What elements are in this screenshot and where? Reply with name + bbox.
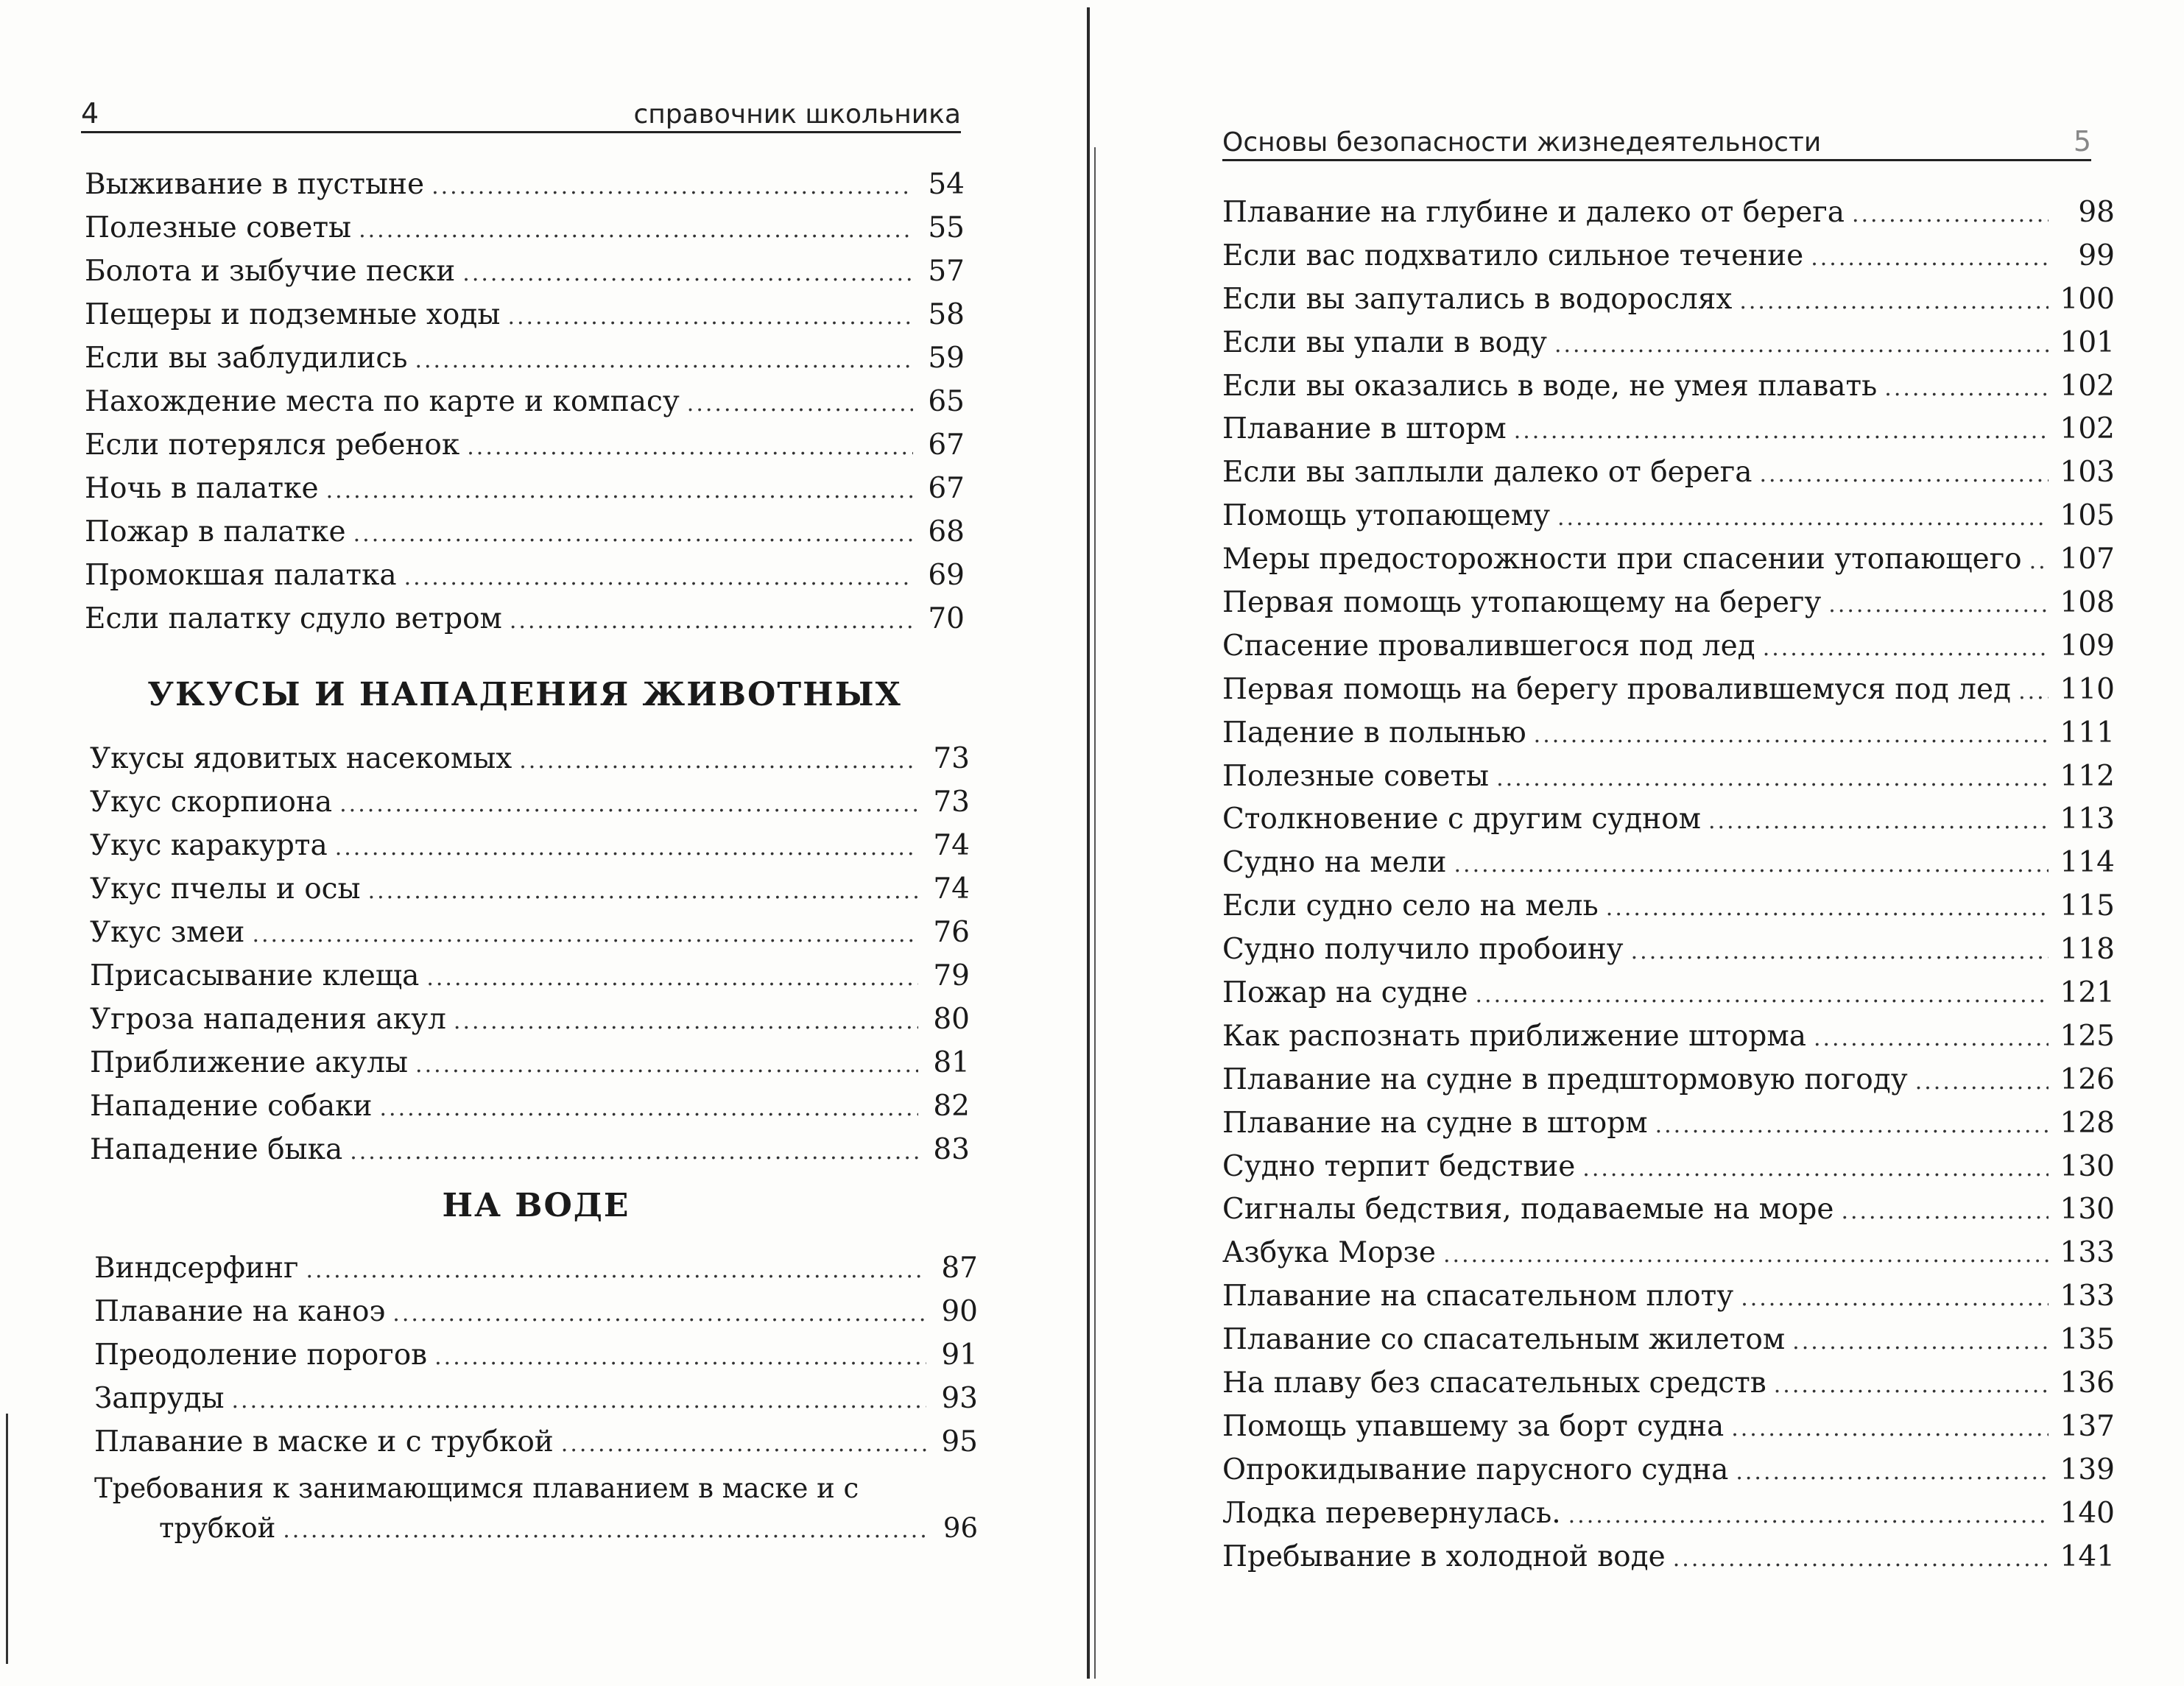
dot-leader	[415, 348, 913, 373]
toc-entry-page: 93	[941, 1382, 978, 1415]
dot-leader	[1814, 1026, 2049, 1051]
toc-entry-page: 112	[2060, 759, 2115, 793]
toc-entry[interactable]	[1222, 976, 2115, 1020]
toc-entry-title: Если вы заблудились	[85, 342, 408, 375]
toc-entry[interactable]	[85, 472, 965, 515]
toc-entry[interactable]	[94, 1338, 978, 1382]
toc-entry-page: 137	[2060, 1409, 2115, 1443]
dot-leader	[1514, 418, 2049, 444]
toc-entry[interactable]	[1222, 1366, 2115, 1410]
toc-entry[interactable]	[1222, 1020, 2115, 1063]
dot-leader	[687, 391, 913, 417]
toc-entry-page: 130	[2060, 1149, 2115, 1183]
dot-leader	[1534, 722, 2049, 748]
toc-entry-title: Столкновение с другим судном	[1222, 803, 1701, 836]
dot-leader	[1731, 1416, 2049, 1442]
toc-entry-title: Если вы запутались в водорослях	[1222, 282, 1733, 316]
toc-section-1	[85, 168, 965, 646]
toc-entry[interactable]	[85, 255, 965, 298]
dot-leader	[380, 1096, 919, 1121]
toc-entry-title: Выживание в пустыне	[85, 168, 425, 201]
toc-entry[interactable]	[85, 602, 965, 646]
toc-entry[interactable]	[1222, 1150, 2115, 1193]
left-page-number: 4	[81, 97, 99, 130]
toc-entry[interactable]	[90, 959, 970, 1003]
dot-leader	[519, 748, 918, 774]
dot-leader	[415, 1052, 918, 1078]
toc-entry-page: 91	[941, 1338, 978, 1372]
toc-entry-title: Плавание со спасательным жилетом	[1222, 1323, 1786, 1357]
dot-leader	[1792, 1329, 2049, 1355]
toc-entry-page: 126	[2060, 1062, 2115, 1096]
toc-entry-title: Ночь в палатке	[85, 472, 319, 505]
toc-entry-page: 109	[2060, 629, 2115, 663]
toc-entry[interactable]	[1222, 586, 2115, 629]
toc-entry-title: Укус змеи	[90, 916, 245, 949]
toc-entry[interactable]	[90, 742, 970, 786]
toc-entry-page: 107	[2060, 543, 2115, 576]
toc-entry[interactable]	[90, 872, 970, 916]
toc-entry-title: Болота и зыбучие пески	[85, 255, 456, 288]
dot-leader	[1759, 462, 2049, 487]
toc-entry-page: 100	[2060, 282, 2115, 316]
toc-entry-page: 76	[933, 916, 970, 949]
toc-entry-page: 73	[933, 786, 970, 819]
toc-entry[interactable]	[1222, 196, 2115, 239]
toc-entry-page: 69	[928, 559, 965, 592]
toc-entry-title: Требования к занимающимся плаванием в маске и с	[94, 1472, 859, 1504]
dot-leader	[1852, 202, 2049, 227]
dot-leader	[1811, 245, 2049, 271]
toc-entry-page: 81	[933, 1046, 970, 1079]
toc-entry-page: 54	[928, 168, 965, 201]
toc-entry-page: 128	[2060, 1106, 2115, 1140]
toc-entry[interactable]	[85, 515, 965, 559]
toc-entry[interactable]	[1222, 1236, 2115, 1280]
toc-entry-title: Падение в полынью	[1222, 716, 1526, 749]
toc-entry-title: Плавание на судне в шторм	[1222, 1106, 1648, 1140]
toc-entry-title: Если вас подхватило сильное течение	[1222, 239, 1804, 272]
toc-entry-title: Нахождение места по карте и компасу	[85, 385, 680, 418]
dot-leader	[1828, 592, 2049, 618]
toc-right-page	[1222, 196, 2115, 1584]
toc-entry-page: 140	[2060, 1496, 2115, 1530]
toc-entry-title: Приближение акулы	[90, 1046, 409, 1079]
toc-entry-page: 114	[2060, 846, 2115, 880]
toc-entry[interactable]	[85, 298, 965, 342]
toc-entry-page: 68	[928, 515, 965, 549]
dot-leader	[1841, 1199, 2049, 1224]
dot-leader	[392, 1301, 926, 1327]
toc-entry-page: 83	[933, 1133, 970, 1166]
toc-entry-title: Сигналы бедствия, подаваемые на море	[1222, 1193, 1834, 1227]
toc-entry[interactable]	[85, 342, 965, 385]
section-heading-animals: УКУСЫ И НАПАДЕНИЯ ЖИВОТНЫХ	[147, 676, 902, 713]
toc-wrapped-entry[interactable]	[94, 1472, 978, 1555]
toc-entry-page: 125	[2060, 1019, 2115, 1053]
toc-entry-page: 70	[928, 602, 965, 635]
toc-entry[interactable]	[1222, 1107, 2115, 1150]
toc-entry-page: 99	[2078, 239, 2115, 272]
dot-leader	[1557, 505, 2049, 531]
toc-entry-title: Полезные советы	[85, 211, 352, 244]
toc-entry[interactable]	[90, 1090, 970, 1133]
toc-entry-title: Если вы упали в воду	[1222, 325, 1547, 359]
toc-entry-title: Меры предосторожности при спасении утопающего	[1222, 543, 2022, 576]
toc-entry-page: 67	[928, 472, 965, 505]
toc-entry-page: 110	[2060, 672, 2115, 706]
dot-leader	[1708, 808, 2049, 834]
dot-leader	[1736, 1459, 2049, 1485]
toc-entry-title: Преодоление порогов	[94, 1338, 428, 1372]
toc-entry-title: Укус скорпиона	[90, 786, 333, 819]
toc-entry[interactable]	[1222, 1540, 2115, 1584]
toc-entry-page: 57	[928, 255, 965, 288]
toc-entry-title: Пожар на судне	[1222, 976, 1468, 1010]
toc-entry[interactable]	[1222, 803, 2115, 846]
toc-entry[interactable]	[85, 168, 965, 211]
toc-entry-title: Если вы заплыли далеко от берега	[1222, 456, 1753, 490]
toc-entry-page: 95	[941, 1425, 978, 1459]
dot-leader	[404, 565, 913, 590]
toc-entry-page: 105	[2060, 499, 2115, 533]
toc-entry-page: 90	[941, 1295, 978, 1328]
toc-entry[interactable]	[90, 916, 970, 959]
toc-entry-title: Укусы ядовитых насекомых	[90, 742, 512, 775]
toc-entry-title: Помощь утопающему	[1222, 499, 1551, 533]
toc-entry-title: Виндсерфинг	[94, 1252, 299, 1285]
dot-leader	[326, 478, 913, 504]
dot-leader	[335, 835, 918, 861]
toc-entry[interactable]	[85, 211, 965, 255]
dot-leader	[339, 791, 918, 817]
toc-entry-page: 74	[933, 872, 970, 906]
toc-entry-page: 135	[2060, 1323, 2115, 1357]
toc-entry-page: 133	[2060, 1280, 2115, 1313]
toc-entry-page: 130	[2060, 1193, 2115, 1227]
left-running-title: справочник школьника	[633, 99, 961, 130]
toc-entry-page: 65	[928, 385, 965, 418]
toc-entry-title: Пожар в палатке	[85, 515, 346, 549]
toc-entry-title-continued: трубкой	[159, 1512, 276, 1544]
toc-entry-page: 101	[2060, 325, 2115, 359]
toc-entry-title: Как распознать приближение шторма	[1222, 1019, 1806, 1053]
toc-entry[interactable]	[1222, 499, 2115, 543]
toc-entry[interactable]	[90, 1046, 970, 1090]
dot-leader	[1568, 1503, 2049, 1528]
dot-leader	[1739, 289, 2049, 314]
toc-entry[interactable]	[1222, 1323, 2115, 1366]
toc-entry-page: 115	[2060, 889, 2115, 923]
toc-entry-page: 103	[2060, 456, 2115, 490]
dot-leader	[1673, 1546, 2049, 1572]
dot-leader	[561, 1431, 926, 1457]
toc-entry-page: 118	[2060, 933, 2115, 967]
toc-entry[interactable]	[1222, 1497, 2115, 1540]
dot-leader	[359, 217, 913, 243]
toc-entry[interactable]	[1222, 456, 2115, 499]
dot-leader	[426, 965, 918, 991]
dot-leader	[434, 1344, 926, 1370]
toc-entry[interactable]	[1222, 370, 2115, 413]
toc-entry[interactable]	[94, 1382, 978, 1425]
toc-entry-page: 121	[2060, 976, 2115, 1010]
toc-entry-title: Если судно село на мель	[1222, 889, 1599, 923]
toc-entry-page: 74	[933, 829, 970, 862]
toc-entry-page: 59	[928, 342, 965, 375]
dot-leader	[306, 1258, 927, 1283]
right-running-title: Основы безопасности жизнедеятельности	[1222, 127, 1822, 158]
toc-entry-page: 102	[2060, 412, 2115, 446]
left-page	[0, 0, 1082, 1686]
toc-entry-page: 133	[2060, 1236, 2115, 1270]
dot-leader	[1655, 1112, 2049, 1138]
toc-entry-title: Плавание на каноэ	[94, 1295, 386, 1328]
toc-entry-title: Помощь упавшему за борт судна	[1222, 1409, 1725, 1443]
dot-leader	[1915, 1069, 2049, 1095]
toc-entry-page: 96	[943, 1512, 978, 1544]
dot-leader	[2018, 679, 2049, 705]
dot-leader	[462, 261, 913, 286]
toc-entry-title: Судно терпит бедствие	[1222, 1149, 1576, 1183]
dot-leader	[1741, 1285, 2049, 1311]
toc-entry[interactable]	[1222, 760, 2115, 803]
dot-leader	[1774, 1372, 2049, 1398]
toc-entry[interactable]	[1222, 1063, 2115, 1107]
right-running-head	[1222, 125, 2091, 161]
toc-entry[interactable]	[1222, 1410, 2115, 1453]
toc-entry[interactable]	[1222, 933, 2115, 976]
dot-leader	[1582, 1156, 2049, 1182]
toc-entry-page: 108	[2060, 586, 2115, 620]
toc-entry[interactable]	[1222, 1193, 2115, 1236]
toc-entry-title: Спасение провалившегося под лед	[1222, 629, 1755, 663]
toc-section-3	[94, 1252, 978, 1469]
right-page	[1090, 0, 2184, 1686]
dot-leader	[1476, 982, 2049, 1008]
toc-entry[interactable]	[90, 786, 970, 829]
toc-entry-title: Промокшая палатка	[85, 559, 397, 592]
toc-entry[interactable]	[1222, 412, 2115, 456]
dot-leader	[1631, 939, 2049, 964]
toc-entry[interactable]	[1222, 326, 2115, 370]
toc-entry-page: 80	[933, 1003, 970, 1036]
toc-entry[interactable]	[1222, 629, 2115, 673]
toc-entry-page: 139	[2060, 1453, 2115, 1486]
toc-entry[interactable]	[94, 1295, 978, 1338]
toc-entry-page: 87	[941, 1252, 978, 1285]
toc-entry[interactable]	[1222, 1280, 2115, 1323]
toc-entry-page: 113	[2060, 803, 2115, 836]
toc-entry-title: Укус каракурта	[90, 829, 328, 862]
dot-leader	[232, 1388, 926, 1414]
toc-entry-title: Укус пчелы и осы	[90, 872, 361, 906]
toc-entry-page: 55	[928, 211, 965, 244]
toc-entry-title: Плавание в маске и с трубкой	[94, 1425, 554, 1459]
toc-entry[interactable]	[90, 829, 970, 872]
toc-entry[interactable]	[1222, 889, 2115, 933]
dot-leader	[431, 174, 913, 200]
toc-entry-title: Плавание в шторм	[1222, 412, 1507, 446]
toc-entry-title: Угроза нападения акул	[90, 1003, 446, 1036]
dot-leader	[454, 1009, 918, 1034]
dot-leader	[1443, 1242, 2049, 1268]
toc-entry[interactable]	[1222, 716, 2115, 760]
toc-entry[interactable]	[85, 385, 965, 428]
toc-entry[interactable]	[1222, 673, 2115, 716]
dot-leader	[353, 521, 913, 547]
toc-entry-title: Запруды	[94, 1382, 225, 1415]
dot-leader	[368, 878, 918, 904]
toc-entry-title: Азбука Морзе	[1222, 1236, 1436, 1270]
toc-entry-page: 58	[928, 298, 965, 331]
toc-entry-title: Первая помощь на берегу провалившемуся под лед	[1222, 672, 2012, 706]
dot-leader	[1606, 895, 2049, 921]
toc-entry-title: Если потерялся ребенок	[85, 428, 460, 462]
toc-entry-title: Опрокидывание парусного судна	[1222, 1453, 1729, 1486]
toc-entry-page: 136	[2060, 1366, 2115, 1400]
toc-entry-title: Судно на мели	[1222, 846, 1447, 880]
dot-leader	[1496, 766, 2049, 791]
toc-entry[interactable]	[85, 428, 965, 472]
toc-entry[interactable]	[1222, 239, 2115, 283]
dot-leader	[283, 1517, 926, 1543]
toc-entry-title: Нападение быка	[90, 1133, 343, 1166]
toc-section-2	[90, 742, 970, 1177]
dot-leader	[1763, 635, 2049, 661]
dot-leader	[1554, 332, 2049, 358]
dot-leader	[350, 1139, 918, 1165]
toc-entry-page: 111	[2060, 716, 2115, 749]
left-running-head	[81, 97, 961, 133]
toc-entry-title: Полезные советы	[1222, 759, 1490, 793]
toc-entry-title: Первая помощь утопающему на берегу	[1222, 586, 1822, 620]
toc-entry-page: 82	[933, 1090, 970, 1123]
dot-leader	[467, 434, 913, 460]
dot-leader	[510, 608, 913, 634]
toc-entry[interactable]	[1222, 543, 2115, 586]
toc-entry-title: Пещеры и подземные ходы	[85, 298, 501, 331]
toc-entry-page: 67	[928, 428, 965, 462]
toc-entry-title: На плаву без спасательных средств	[1222, 1366, 1766, 1400]
toc-entry[interactable]	[1222, 283, 2115, 326]
toc-entry[interactable]	[1222, 846, 2115, 889]
dot-leader	[252, 922, 918, 948]
toc-entry-title: Плавание на судне в предштормовую погоду	[1222, 1062, 1908, 1096]
dot-leader	[1884, 375, 2049, 401]
toc-entry-page: 79	[933, 959, 970, 992]
toc-entry-title: Судно получило пробоину	[1222, 933, 1624, 967]
toc-entry[interactable]	[90, 1133, 970, 1177]
dot-leader	[1454, 852, 2049, 878]
toc-entry[interactable]	[1222, 1453, 2115, 1497]
toc-entry-title: Плавание на спасательном плоту	[1222, 1280, 1734, 1313]
right-page-number: 5	[2073, 125, 2091, 158]
toc-entry-title: Пребывание в холодной воде	[1222, 1539, 1666, 1573]
toc-entry-title: Лодка перевернулась.	[1222, 1496, 1561, 1530]
toc-entry-title: Если палатку сдуло ветром	[85, 602, 502, 635]
toc-entry[interactable]	[85, 559, 965, 602]
toc-entry[interactable]	[94, 1252, 978, 1295]
toc-entry-page: 141	[2060, 1539, 2115, 1573]
toc-entry-title: Нападение собаки	[90, 1090, 373, 1123]
dot-leader	[507, 304, 913, 330]
toc-entry-page: 98	[2078, 196, 2115, 229]
toc-entry-title: Присасывание клеща	[90, 959, 420, 992]
toc-entry-page: 73	[933, 742, 970, 775]
section-heading-water: НА ВОДЕ	[442, 1187, 630, 1224]
dot-leader	[2029, 549, 2049, 574]
toc-entry-title: Плавание на глубине и далеко от берега	[1222, 196, 1845, 229]
toc-entry-title: Если вы оказались в воде, не умея плавать	[1222, 369, 1878, 403]
toc-entry[interactable]	[90, 1003, 970, 1046]
toc-entry-page: 102	[2060, 369, 2115, 403]
toc-entry[interactable]	[94, 1425, 978, 1469]
